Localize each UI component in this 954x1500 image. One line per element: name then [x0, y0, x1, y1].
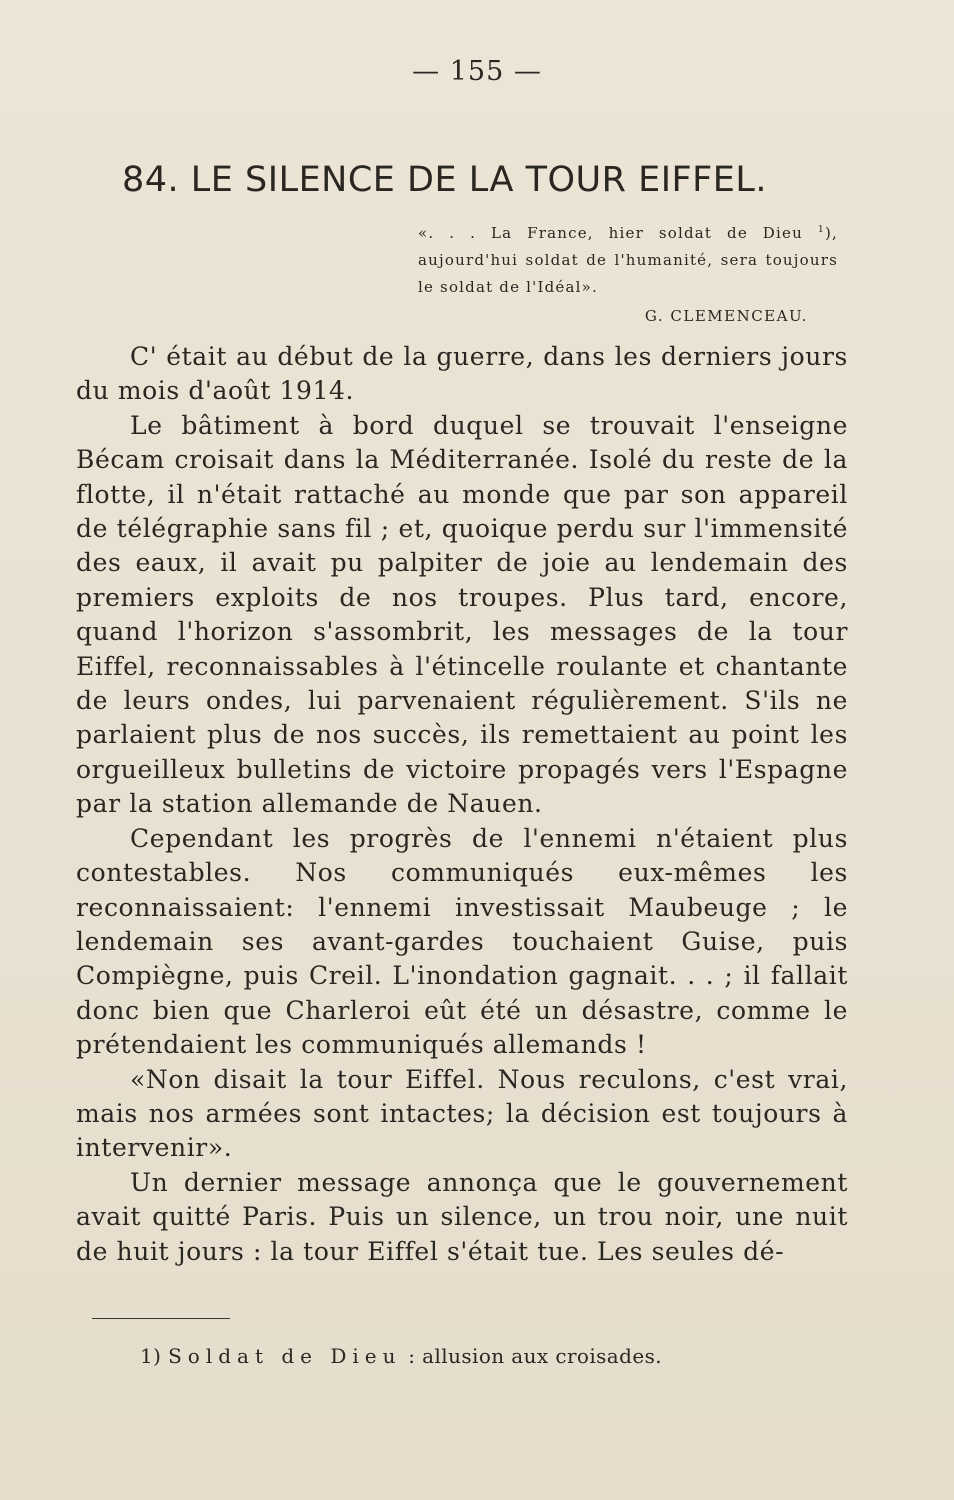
page-number: — 155 — [412, 56, 542, 87]
paragraph: Cependant les progrès de l'ennemi n'étaient plus contestables. Nos communiqués eux-mêmes les reconnaissaient: l'ennemi investissait Maubeuge ; le lendemain ses avant-gardes touchaient Guise, puis Compiègne, puis Creil. L'inondation gagnait. . . ; il fallait donc bien que Charleroi eût été un désastre, comme le prétendaient les communiqués allemands ! [76, 823, 848, 1060]
footnote-divider [92, 1318, 230, 1319]
epigraph [418, 220, 838, 330]
paragraph: C' était au début de la guerre, dans les derniers jours du mois d'août 1914. [76, 342, 848, 406]
paragraph: Un dernier message annonça que le gouvernement avait quitté Paris. Puis un silence, un trou noir, une nuit de huit jours : la tour Eiffel s'était tue. Les seules dé- [76, 1167, 848, 1266]
chapter-title: 84. LE SILENCE DE LA TOUR EIFFEL. [122, 160, 768, 200]
paragraph: «Non disait la tour Eiffel. Nous reculons, c'est vrai, mais nos armées sont intactes; la décision est toujours à intervenir». [76, 1064, 848, 1163]
footnote-term: Soldat de Dieu [168, 1344, 402, 1368]
epigraph-author: G. CLEMENCEAU. [644, 307, 808, 325]
paragraph: Le bâtiment à bord duquel se trouvait l'enseigne Bécam croisait dans la Méditerranée. Isolé du reste de la flotte, il n'était rattaché au monde que par son appareil de télégraphie sans fil ; et, quoique perdu sur l'immensité des eaux, il avait pu palpiter de joie au lendemain des premiers exploits de nos troupes. Plus tard, encore, quand l'horizon s'assombrit, les messages de la tour Eiffel, reconnaissables à l'étincelle roulante et chantante de leurs ondes, lui parvenaient régulièrement. S'ils ne parlaient plus de nos succès, ils remettaient au point les orgueilleux bulletins de victoire propagés vers l'Espagne par la station allemande de Nauen. [76, 410, 848, 819]
epigraph-quote [418, 220, 838, 301]
epigraph-quote-rest: ), aujourd'hui soldat de l'humanité, sera toujours le soldat de l'Idéal». [418, 224, 838, 296]
body-text [76, 340, 848, 1269]
footnote-text: : allusion aux croisades. [408, 1344, 662, 1368]
footnote-mark: 1 [140, 1344, 154, 1368]
footnote: 1) Soldat de Dieu : allusion aux croisades. [140, 1344, 662, 1368]
epigraph-quote-start: «. . . La France, hier soldat de Dieu [418, 224, 818, 242]
footnote-reference: 1 [817, 224, 825, 235]
